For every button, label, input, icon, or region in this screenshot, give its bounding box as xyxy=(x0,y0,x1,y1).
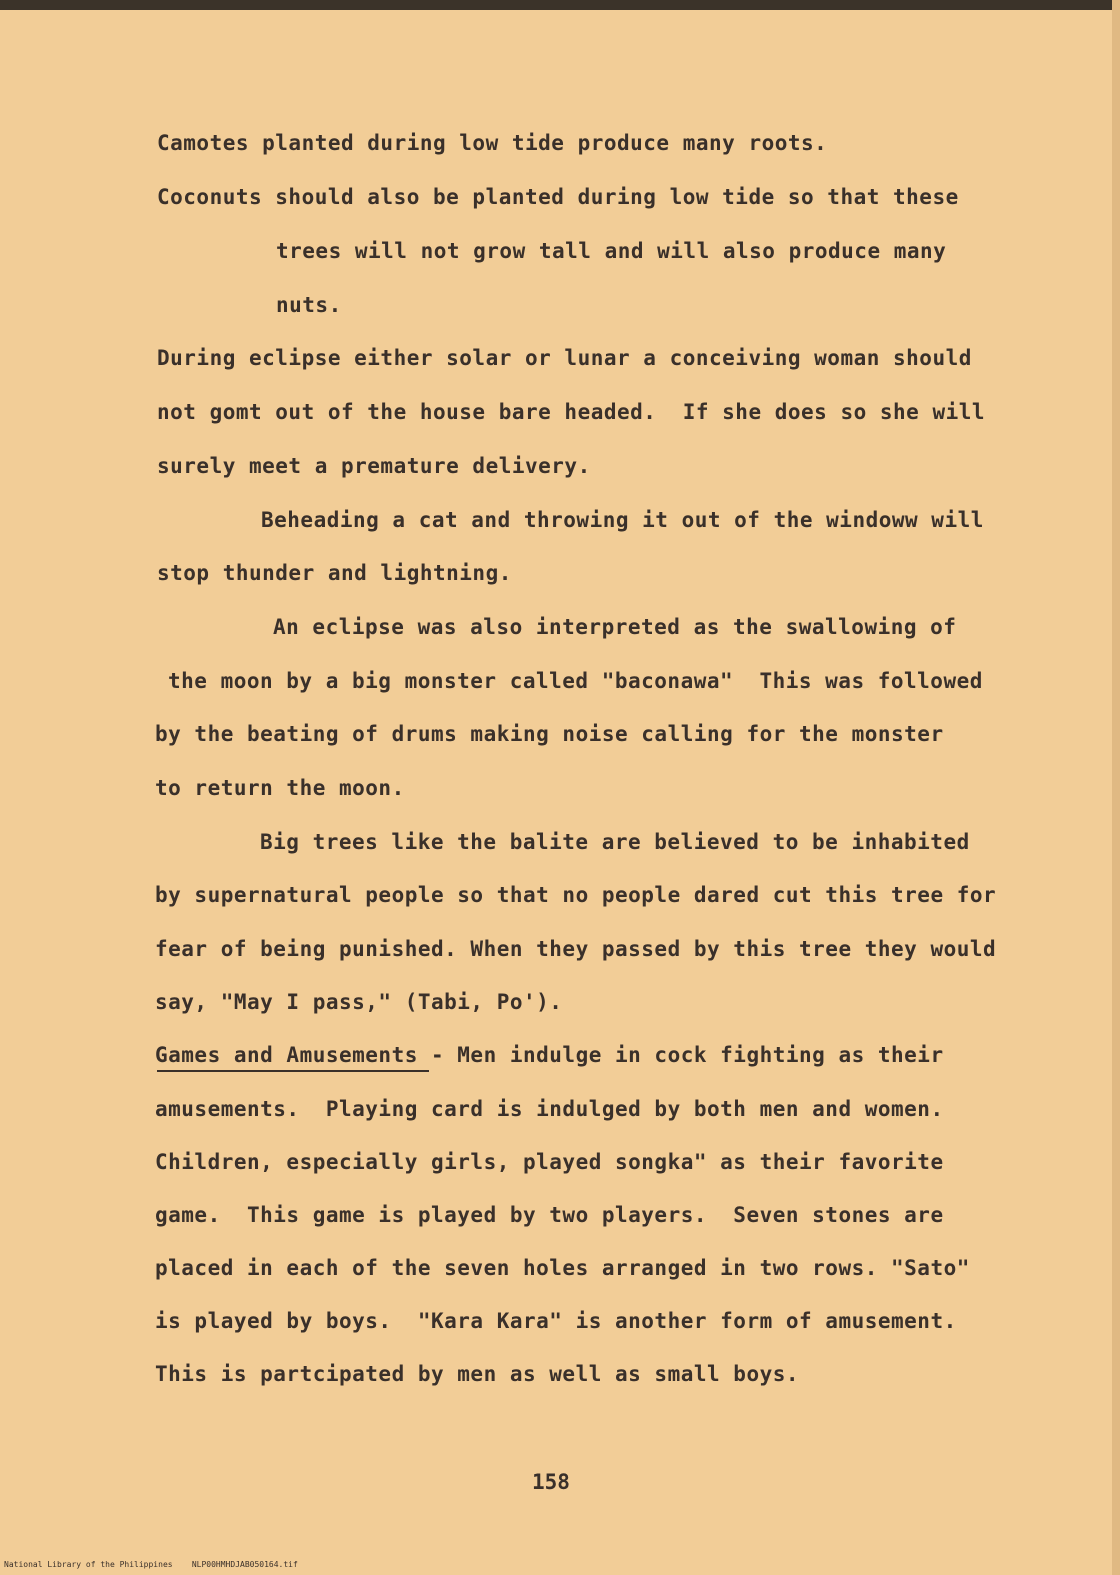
text-line: fear of being punished. When they passed by this tree they would xyxy=(155,937,997,961)
text-line: Beheading a cat and throwing it out of the windoww will xyxy=(261,508,984,532)
archive-footer: National Library of the Philippines NLP00HMHDJAB050164.tif xyxy=(4,1560,298,1569)
text-line: placed in each of the seven holes arranged in two rows. "Sato" xyxy=(155,1256,970,1280)
text-line: amusements. Playing card is indulged by both men and women. xyxy=(155,1097,944,1121)
text-line: surely meet a premature delivery. xyxy=(157,454,591,478)
text-line: An eclipse was also interpreted as the swallowing of xyxy=(273,615,957,639)
heading-underline xyxy=(157,1070,429,1072)
text-line: trees will not grow tall and will also produce many xyxy=(276,239,947,263)
text-line: by the beating of drums making noise calling for the monster xyxy=(155,722,944,746)
text-line: by supernatural people so that no people dared cut this tree for xyxy=(155,883,997,907)
text-line: is played by boys. "Kara Kara" is another form of amusement. xyxy=(155,1309,957,1333)
page-number: 158 xyxy=(532,1470,570,1494)
section-heading-line: Games and Amusements - Men indulge in cock fighting as their xyxy=(155,1043,944,1067)
text-line: stop thunder and lightning. xyxy=(157,561,512,585)
text-line: Camotes planted during low tide produce many roots. xyxy=(157,131,828,155)
text-line: During eclipse either solar or lunar a conceiving woman should xyxy=(157,346,972,370)
text-line: the moon by a big monster called "baconawa" This was followed xyxy=(168,669,983,693)
text-line: game. This game is played by two players. Seven stones are xyxy=(155,1203,944,1227)
text-line: to return the moon. xyxy=(155,776,405,800)
text-line: Big trees like the balite are believed to be inhabited xyxy=(260,830,970,854)
text-line: say, "May I pass," (Tabi, Po'). xyxy=(155,990,563,1014)
text-line: not gomt out of the house bare headed. If she does so she will xyxy=(157,400,986,424)
page-top-edge xyxy=(0,0,1120,10)
text-line: This is partcipated by men as well as small boys. xyxy=(155,1362,800,1386)
text-line: Children, especially girls, played songka" as their favorite xyxy=(155,1150,944,1174)
text-line: nuts. xyxy=(276,293,342,317)
text-line: Coconuts should also be planted during low tide so that these xyxy=(157,185,959,209)
page-right-edge xyxy=(1112,0,1120,1575)
